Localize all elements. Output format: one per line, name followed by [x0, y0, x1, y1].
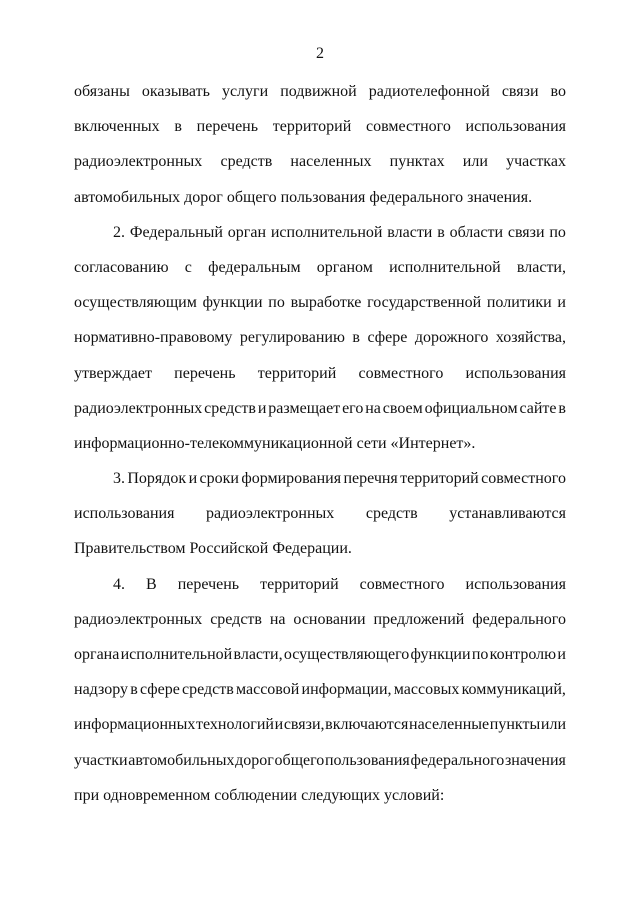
word: территорий — [257, 364, 337, 382]
word: информации, — [301, 681, 392, 699]
word: услуги — [221, 83, 269, 100]
word: общего — [274, 751, 325, 769]
word: 3. — [113, 470, 125, 488]
word: власти, — [516, 258, 566, 276]
word: связи, — [283, 716, 325, 734]
paragraph-line — [74, 751, 566, 786]
page-number: 2 — [316, 45, 324, 62]
word: территорий — [260, 575, 339, 593]
paragraph-line — [74, 223, 566, 258]
word: включаются — [325, 716, 409, 734]
word: и — [274, 716, 284, 734]
word: осуществляющим — [74, 294, 197, 312]
word: сфере — [367, 329, 408, 347]
word: Федеральный — [129, 223, 223, 241]
word: 2. — [113, 223, 125, 241]
word: устанавливаются — [449, 505, 566, 523]
word: совместного — [358, 364, 444, 382]
word: средств — [182, 681, 234, 699]
paragraph-line: при одновременном соблюдении следующих условий: — [74, 786, 445, 804]
word: федеральным — [208, 258, 301, 276]
word: дорог — [235, 751, 274, 769]
word: официальном — [424, 399, 518, 417]
word: перечень — [174, 364, 236, 382]
word: и — [188, 470, 198, 488]
word: федерального — [472, 610, 566, 628]
paragraph-line — [74, 469, 566, 504]
word: перечень — [196, 118, 259, 136]
word: использования — [465, 575, 566, 593]
paragraph-line: автомобильных дорог общего пользования федерального значения. — [74, 188, 533, 206]
word: согласованию — [74, 258, 169, 276]
word: 4. — [113, 575, 125, 593]
paragraph-line: Правительством Российской Федерации. — [74, 540, 352, 558]
word: и — [557, 646, 566, 663]
word: или — [462, 153, 488, 171]
word: совместного — [366, 118, 451, 136]
word: технологий — [196, 716, 274, 734]
word: в — [558, 399, 566, 417]
word: пользования — [324, 751, 410, 769]
word: радиоэлектронных — [74, 610, 203, 628]
word: участки — [74, 751, 128, 769]
word: оказывать — [141, 83, 210, 100]
word: по — [471, 646, 489, 663]
word: населенные — [409, 716, 490, 734]
paragraph — [74, 82, 566, 223]
word: радиоэлектронных — [206, 505, 335, 523]
word: пунктах — [389, 153, 445, 171]
word: В — [146, 575, 157, 593]
word: радиоэлектронных — [74, 153, 203, 171]
paragraph-line — [74, 715, 566, 750]
word: органом — [316, 258, 373, 276]
word: размещает — [268, 399, 341, 417]
word: исполнительной — [270, 223, 383, 241]
word: регулированию — [239, 329, 345, 347]
word: использования — [74, 505, 175, 523]
word: сроки — [199, 470, 239, 488]
word: массовой — [235, 681, 300, 699]
word: политики — [486, 294, 552, 312]
word: Порядок — [127, 470, 187, 488]
word: использования — [465, 118, 566, 136]
word: исполнительной — [389, 258, 501, 276]
word: массовых — [393, 681, 460, 699]
word: включенных — [74, 118, 160, 136]
paragraph-line — [74, 610, 566, 645]
word: на — [365, 399, 381, 417]
word: надзору — [74, 681, 129, 699]
word: с — [184, 258, 192, 276]
word: сфере — [139, 681, 180, 699]
word: дорожного — [414, 329, 489, 347]
paragraph-line — [74, 117, 566, 152]
word: федерального — [410, 751, 505, 769]
word: осуществляющего — [283, 646, 410, 663]
word: средств — [204, 399, 256, 417]
paragraph-line — [74, 152, 566, 187]
word: хозяйства, — [495, 329, 566, 347]
word: в — [174, 118, 182, 136]
word: радиоэлектронных — [74, 399, 203, 417]
paragraph-line: информационно-телекоммуникационной сети «Интернет». — [74, 434, 476, 452]
word: во — [550, 83, 566, 100]
word: связи — [507, 223, 545, 241]
paragraph-line — [74, 645, 566, 680]
word: радиотелефонной — [368, 83, 490, 100]
word: формирования — [241, 470, 342, 488]
word: перечня — [343, 470, 398, 488]
word: в — [437, 223, 445, 241]
word: информационных — [74, 716, 196, 734]
paragraph-line — [74, 293, 566, 328]
paragraph-line — [74, 258, 566, 293]
word: власти, — [233, 646, 283, 663]
paragraph-line — [74, 364, 566, 399]
paragraph — [74, 223, 566, 469]
word: функции — [410, 646, 471, 663]
word: значения — [504, 751, 566, 769]
word: средств — [365, 505, 418, 523]
word: перечень — [177, 575, 240, 593]
word: предложений — [373, 610, 465, 628]
paragraph — [74, 469, 566, 575]
word: своем — [382, 399, 423, 417]
word: обязаны — [74, 83, 130, 100]
paragraph-line — [74, 680, 566, 715]
word: по — [549, 223, 566, 241]
word: связи — [501, 83, 539, 100]
word: органа — [74, 646, 120, 663]
word: и — [557, 294, 566, 312]
word: коммуникаций, — [461, 681, 566, 699]
word: участках — [506, 153, 566, 171]
word: в — [130, 681, 138, 699]
paragraph-line — [74, 575, 566, 610]
word: сайте — [519, 399, 557, 417]
word: и — [257, 399, 267, 417]
word: исполнительной — [120, 646, 233, 663]
word: средств — [220, 153, 273, 171]
word: пункты — [489, 716, 541, 734]
word: по — [268, 294, 285, 312]
word: власти — [387, 223, 433, 241]
word: государственной — [367, 294, 482, 312]
word: выработке — [290, 294, 362, 312]
word: совместного — [359, 575, 445, 593]
word: средств — [210, 610, 262, 628]
paragraph-line — [74, 504, 566, 539]
word: использования — [465, 364, 566, 382]
paragraph-line — [74, 399, 566, 434]
word: подвижной — [280, 83, 357, 100]
word: территорий — [272, 118, 352, 136]
word: функции — [202, 294, 263, 312]
document-body — [74, 82, 566, 821]
word: утверждает — [74, 364, 152, 382]
word: области — [449, 223, 504, 241]
word: нормативно-правовому — [74, 329, 233, 347]
word: территорий — [400, 470, 479, 488]
word: на — [269, 610, 286, 628]
word: его — [342, 399, 364, 417]
word: или — [540, 716, 566, 734]
word: основании — [293, 610, 366, 628]
word: орган — [227, 223, 267, 241]
word: населенных — [290, 153, 372, 171]
word: совместного — [481, 470, 566, 488]
word: в — [352, 329, 360, 347]
paragraph-line — [74, 328, 566, 363]
paragraph — [74, 575, 566, 821]
paragraph-line — [74, 82, 566, 117]
word: контролю — [489, 646, 557, 663]
word: автомобильных — [128, 751, 235, 769]
